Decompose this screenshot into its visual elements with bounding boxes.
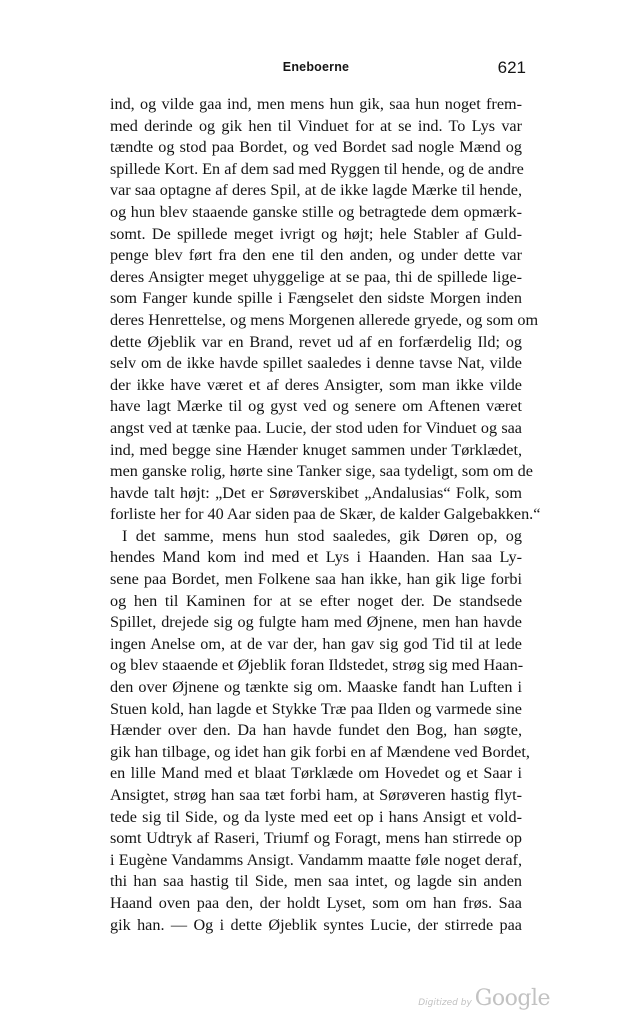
text-line: somt. De spillede meget ivrigt og højt; hele Stabler af Guld- [110, 224, 522, 243]
text-line: penge blev ført fra den ene til den anden, og under dette var [110, 246, 522, 265]
running-title: Eneboerne [282, 60, 350, 74]
text-line: en lille Mand med et blaat Tørklæde om Hovedet og et Saar i [110, 764, 522, 783]
text-line: med derinde og gik hen til Vinduet for at se ind. To Lys var [110, 116, 522, 135]
page-number: 621 [497, 58, 526, 77]
running-head [0, 58, 632, 82]
text-line: deres Ansigter meget uhyggelige at se paa, thi de spillede lige- [110, 267, 522, 286]
text-line: somt Udtryk af Raseri, Triumf og Foragt, mens han stirrede op [110, 829, 522, 848]
text-line: ind, med begge sine Hænder knuget sammen under Tørklædet, [110, 440, 522, 459]
watermark-prefix: Digitized by [418, 998, 472, 1008]
text-line: gik han tilbage, og idet han gik forbi en af Mændene ved Bordet, [110, 742, 530, 761]
paragraph-start-line: I det samme, mens hun stod saaledes, gik Døren op, og [122, 526, 522, 545]
text-line: selv om de ikke havde spillet saaledes i denne tavse Nat, vilde [110, 354, 522, 373]
text-line: og hen til Kaminen for at se efter noget der. De standsede [110, 591, 522, 610]
text-line: gik han. — Og i dette Øjeblik syntes Lucie, der stirrede paa [110, 915, 522, 934]
text-line: Hænder over den. Da han havde fundet den Bog, han søgte, [110, 721, 522, 740]
text-line: tede sig til Side, og da lyste med eet op i hans Ansigt et vold- [110, 807, 522, 826]
text-line: dette Øjeblik var en Brand, revet ud af en forfærdelig Ild; og [110, 332, 522, 351]
digitized-by-watermark [418, 986, 550, 1011]
text-line: i Eugène Vandamms Ansigt. Vandamm maatte føle noget deraf, [110, 850, 522, 869]
text-line: Stuen kold, han lagde et Stykke Træ paa Ilden og varmede sine [110, 699, 522, 718]
text-line: thi han saa hastig til Side, men saa intet, og lagde sin anden [110, 872, 522, 891]
text-line: havde talt højt: „Det er Sørøverskibet „Andalusias“ Folk, som [110, 483, 522, 502]
text-line: have lagt Mærke til og gyst ved og senere om Aftenen været [110, 397, 522, 416]
text-line: men ganske rolig, hørte sine Tanker sige, saa tydeligt, som om de [110, 462, 533, 481]
text-line: Ansigtet, strøg han saa tæt forbi ham, at Sørøveren hastig flyt- [110, 786, 522, 804]
text-line: spillede Kort. En af dem sad med Ryggen til hende, og de andre [110, 159, 524, 178]
text-line: Spillet, drejede sig og fulgte ham med Øjnene, men han havde [110, 613, 522, 632]
text-line: deres Henrettelse, og mens Morgenen allerede gryede, og som om [110, 310, 539, 329]
text-line: som Fanger kunde spille i Fængselet den sidste Morgen inden [110, 289, 522, 308]
text-line: sene paa Bordet, men Folkene saa han ikke, han gik lige forbi [110, 570, 522, 589]
text-line: den over Øjnene og tænkte sig om. Maaske fandt han Luften i [110, 678, 522, 697]
paragraph-end-line: forliste her for 40 Aar siden paa de Skær, de kalder Galgebakken.“ [110, 505, 541, 524]
text-line: var saa optagne af deres Spil, at de ikke lagde Mærke til hende, [110, 181, 522, 200]
text-line: ind, og vilde gaa ind, men mens hun gik, saa hun noget frem- [110, 95, 522, 113]
text-line: og blev staaende et Øjeblik foran Ildstedet, strøg sig med Haan- [110, 656, 524, 675]
text-line: hendes Mand kom ind med et Lys i Haanden. Han saa Ly- [110, 548, 522, 567]
text-line: Haand oven paa den, der holdt Lyset, som om han frøs. Saa [110, 893, 522, 912]
text-line: angst ved at tænke paa. Lucie, der stod uden for Vinduet og saa [110, 418, 522, 437]
google-logo: Google [474, 986, 550, 1011]
text-line: tændte og stod paa Bordet, og ved Bordet sad nogle Mænd og [110, 138, 522, 157]
text-line: og hun blev staaende ganske stille og betragtede dem opmærk- [110, 202, 522, 221]
text-line: ingen Anelse om, at de var der, han gav sig god Tid til at lede [110, 634, 522, 653]
text-line: der ikke have været et af deres Ansigter, som man ikke vilde [110, 375, 522, 394]
body-text [110, 94, 541, 936]
